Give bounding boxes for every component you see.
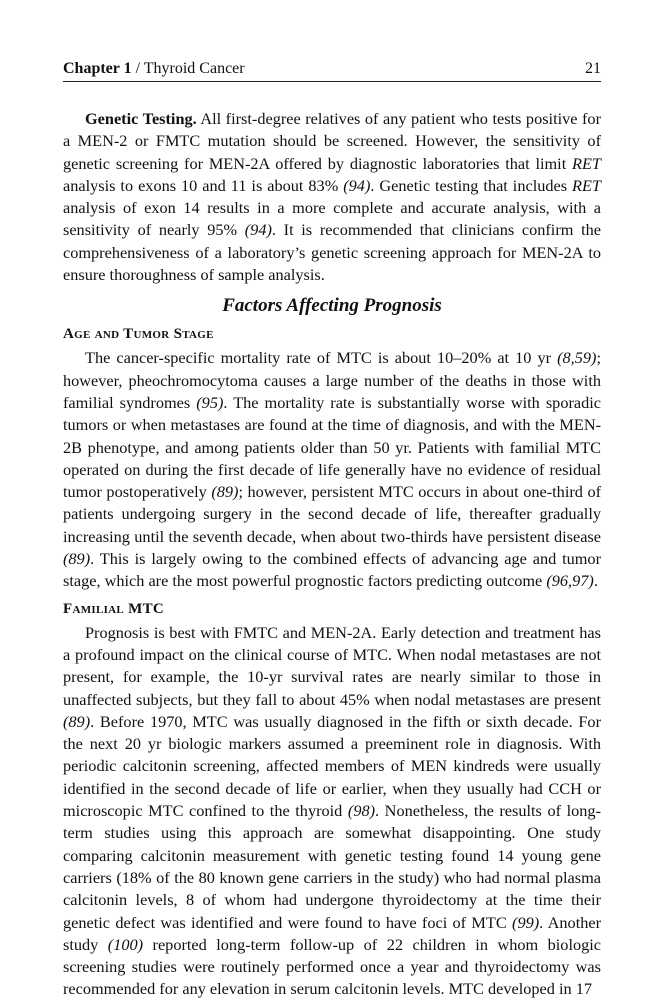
text: . Nonetheless, the results of long-term studies using this approach are somewhat disappointing. One study comparing calcitonin measurement with genetic testing found 14 young gene carriers (18% of the 80 known gene carriers in the study) who had normal plasma calcitonin levels, 8 of whom had undergone thyroidectomy at the time their genetic defect was identified and were found to have foci of MTC <box>63 801 601 932</box>
text: Prognosis is best with FMTC and MEN-2A. Early detection and treatment has a profound impact on the clinical course of MTC. When nodal metastases are not present, for example, the 10-yr survival rates are nearly similar to those in unaffected subjects, but they fall to about 45% when nodal metastases are present <box>63 622 601 709</box>
gene-name: RET <box>572 153 601 173</box>
citation: (89) <box>63 549 91 569</box>
citation: (89) <box>63 711 91 731</box>
citation: (96,97) <box>546 571 594 591</box>
text: The cancer-specific mortality rate of MTC is about 10–20% at 10 yr <box>85 348 558 368</box>
text: ; however, persistent MTC occurs in about one-third of patients undergoing surgery in the second decade of life, thereafter gradually increasing until the seventh decade, when about two-thirds have persistent disease <box>63 482 602 546</box>
chapter-title: Thyroid Cancer <box>143 60 245 77</box>
citation: (98) <box>347 801 376 821</box>
text: analysis of exon 14 results in a more complete and accurate analysis, with a sensitivity of nearly 95% <box>63 198 601 240</box>
text: ; however, pheochromocytoma causes a large number of the deaths in those with familial syndromes <box>63 348 601 412</box>
text: analysis to exons 10 and 11 is about 83% <box>63 175 344 195</box>
paragraph-familial-mtc <box>63 622 601 1001</box>
text: . <box>593 571 598 591</box>
section-heading: Factors Affecting Prognosis <box>222 295 442 317</box>
citation: (95) <box>196 392 224 412</box>
text: . It is recommended that clinicians confirm the comprehensiveness of a laboratory’s genetic screening approach for MEN-2A to ensure thoroughness of sample analysis. <box>63 220 601 285</box>
page <box>63 60 601 1001</box>
citation: (8,59) <box>557 348 597 368</box>
running-head <box>63 60 601 82</box>
subheading-familial-mtc: Familial MTC <box>63 600 165 617</box>
text: All first-degree relatives of any patient who tests positive for a MEN-2 or FMTC mutation should be screened. However, the sensitivity of genetic screening for MEN-2A offered by diagnostic laboratories that limit <box>63 109 601 173</box>
header-separator: / <box>131 60 144 77</box>
text: reported long-term follow-up of 22 children in whom biologic screening studies were routinely performed once a year and thyroidectomy was recommended for any elevation in serum calcitonin levels. MTC developed in 17 <box>63 934 602 999</box>
citation: (100) <box>107 934 144 954</box>
page-number: 21 <box>585 60 601 77</box>
citation: (99) <box>512 912 540 932</box>
text: . Another study <box>63 912 602 954</box>
paragraph-age-tumor-stage <box>63 347 601 592</box>
text: . This is largely owing to the combined effects of advancing age and tumor stage, which are the most powerful prognostic factors predicting outcome <box>63 549 601 591</box>
citation: (94) <box>244 220 272 240</box>
text: . Before 1970, MTC was usually diagnosed in the fifth or sixth decade. For the next 20 yr biologic markers assumed a preeminent role in diagnosis. With periodic calcitonin screening, affected members of MEN kindreds were usually identified in the second decade of life or earlier, when they usually had CCH or microscopic MTC confined to the thyroid <box>63 711 601 821</box>
text: . Genetic testing that includes <box>370 175 573 195</box>
running-head-chapter <box>63 60 245 78</box>
citation: (89) <box>211 482 239 502</box>
subheading-age-tumor-stage: Age and Tumor Stage <box>63 326 214 343</box>
paragraph-genetic-testing <box>63 108 601 286</box>
citation: (94) <box>343 175 371 195</box>
run-in-heading: Genetic Testing. <box>85 109 197 128</box>
gene-name: RET <box>572 175 601 195</box>
text: . The mortality rate is substantially worse with sporadic tumors or when metastases are found at the time of diagnosis, and with the MEN-2B phenotype, and among patients older than 50 yr. Patients with familial MTC operated on during the first decade of life generally have no evidence of residual tumor postoperatively <box>63 392 601 502</box>
chapter-number: Chapter 1 <box>63 60 132 77</box>
